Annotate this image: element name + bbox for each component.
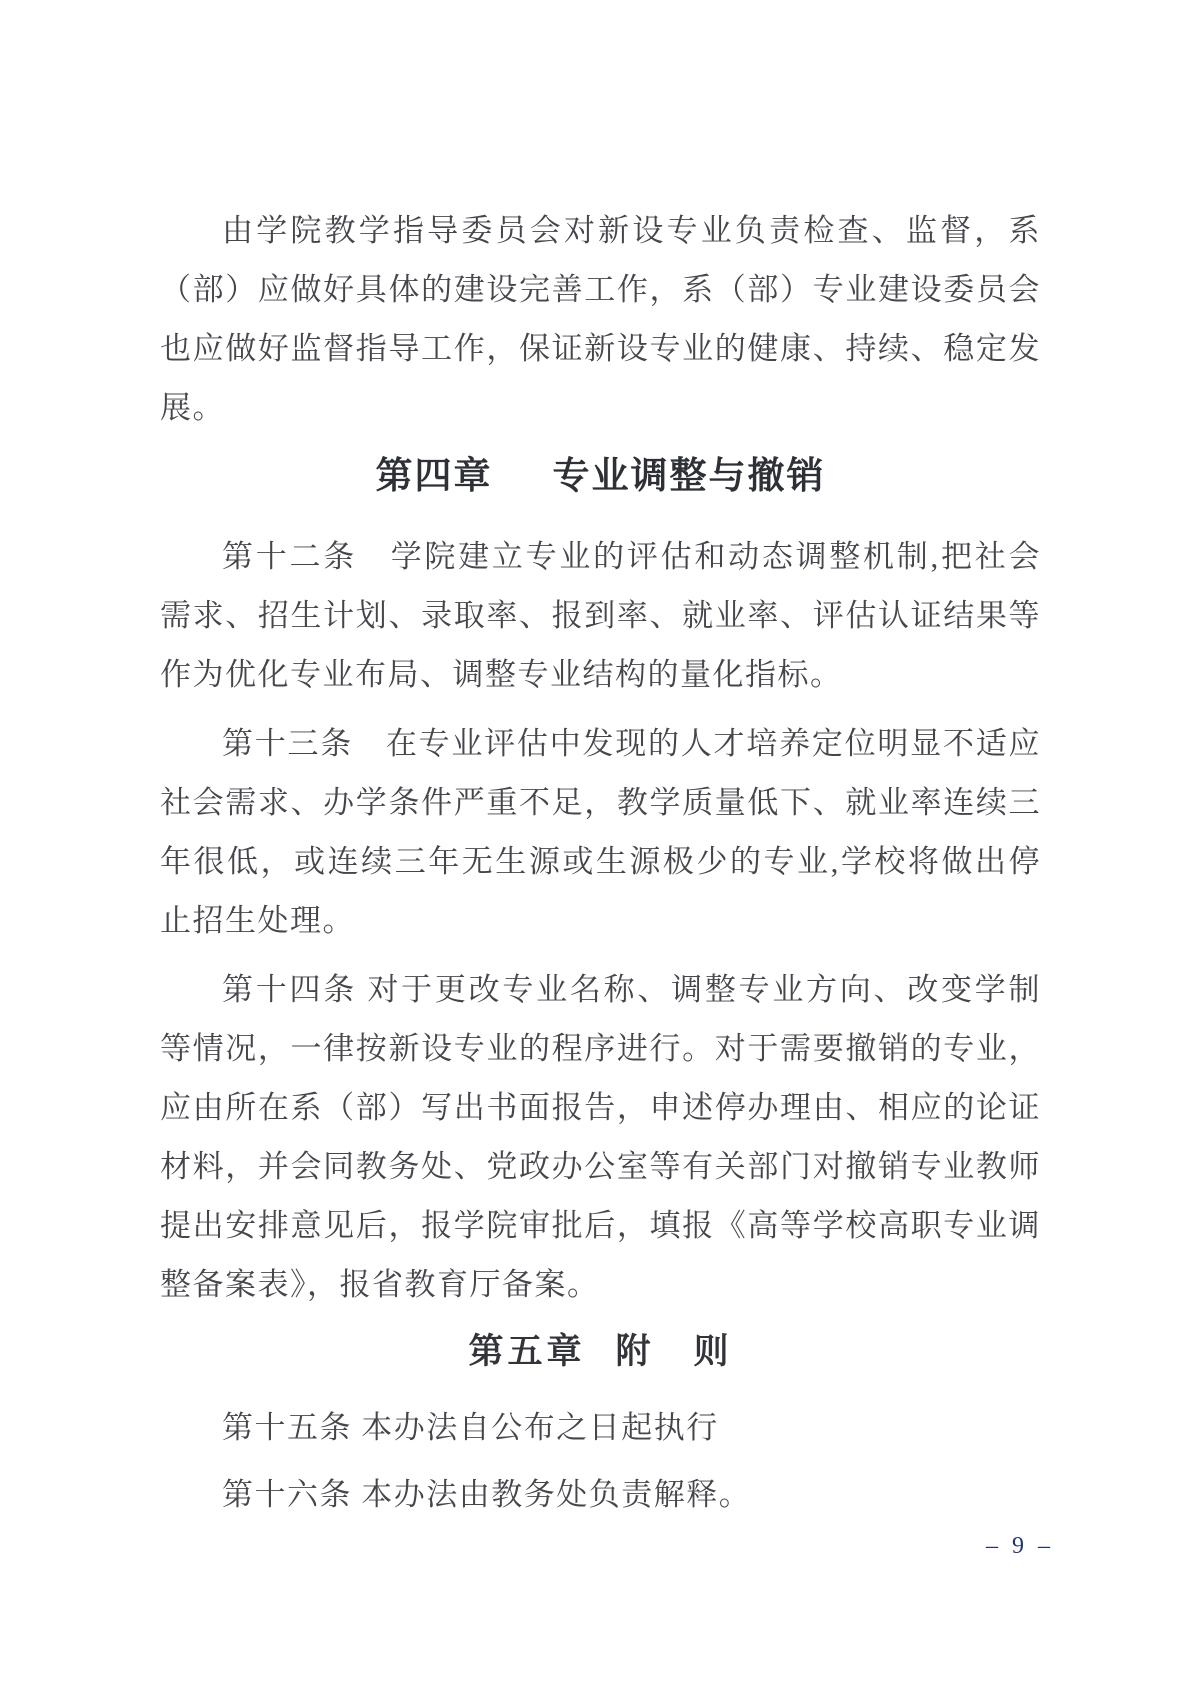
chapter-4-heading: [160, 451, 1041, 501]
paragraph-article-14: 第十四条 对于更改专业名称、调整专业方向、改变学制等情况，一律按新设专业的程序进行。对于需要撤销的专业，应由所在系（部）写出书面报告，申述停办理由、相应的论证材料，并会同教务处、党政办公室等有关部门对撤销专业教师提出安排意见后，报学院审批后，填报《高等学校高职专业调整备案表》，报省教育厅备案。: [160, 972, 1041, 1302]
chapter-5-title: 附 则: [615, 1332, 733, 1371]
page-number: – 9 –: [986, 1533, 1054, 1559]
chapter-5-heading: [160, 1328, 1041, 1376]
chapter-4-title: 专业调整与撤销: [552, 455, 826, 496]
paragraph-article-15: 第十五条 本办法自公布之日起执行: [222, 1410, 719, 1445]
paragraph-intro: 由学院教学指导委员会对新设专业负责检查、监督，系（部）应做好具体的建设完善工作，系（部）专业建设委员会也应做好监督指导工作，保证新设专业的健康、持续、稳定发展。: [160, 213, 1041, 425]
paragraph-article-16: 第十六条 本办法由教务处负责解释。: [222, 1477, 752, 1512]
chapter-4-label: 第四章: [375, 455, 493, 496]
paragraph-article-13: 第十三条 在专业评估中发现的人才培养定位明显不适应社会需求、办学条件严重不足，教学质量低下、就业率连续三年很低，或连续三年无生源或生源极少的专业,学校将做出停止招生处理。: [160, 726, 1041, 938]
document-content: [160, 201, 1041, 1532]
paragraph-article-12: 第十二条 学院建立专业的评估和动态调整机制,把社会需求、招生计划、录取率、报到率、就业率、评估认证结果等作为优化专业布局、调整专业结构的量化指标。: [160, 539, 1041, 692]
chapter-5-label: 第五章: [468, 1332, 586, 1371]
